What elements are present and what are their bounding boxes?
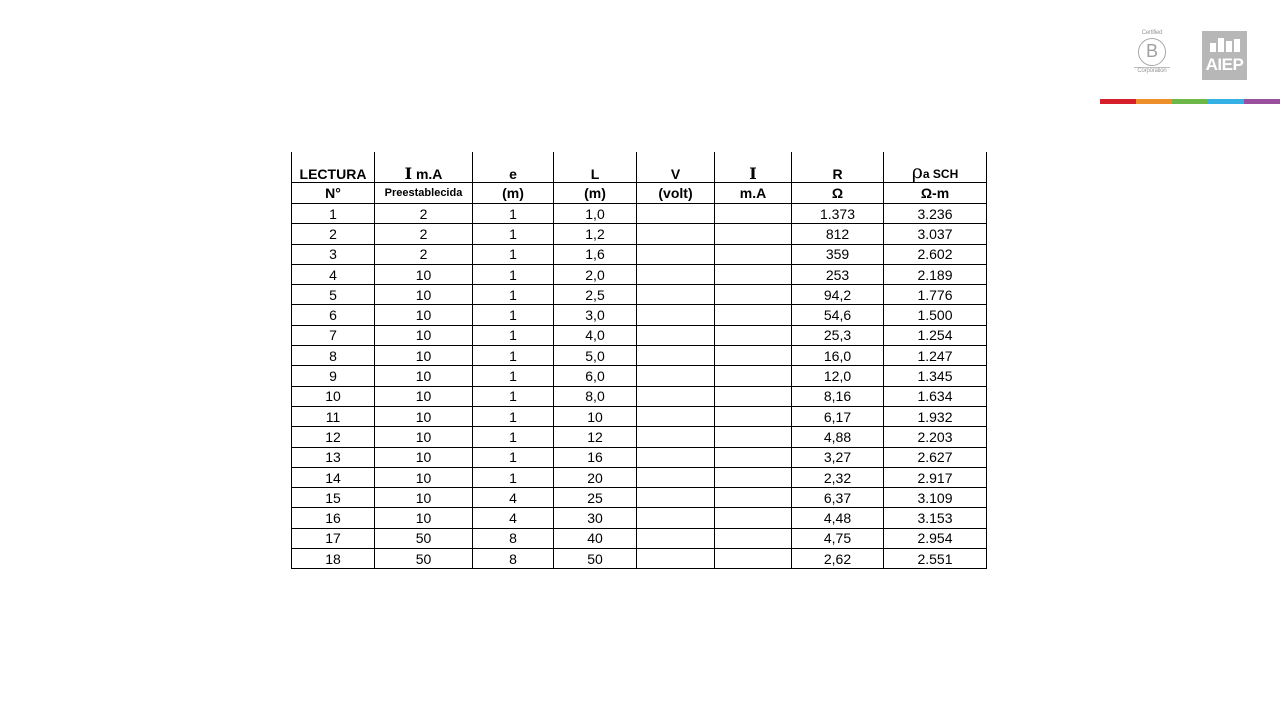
- table-row: [292, 508, 987, 528]
- preset-current-cell: 10: [375, 488, 473, 508]
- voltage-cell: [637, 285, 715, 305]
- resistance-cell: 6,17: [792, 406, 884, 426]
- spacing-e-cell: 1: [473, 224, 554, 244]
- measured-current-cell: [715, 488, 792, 508]
- header-e: e: [473, 152, 554, 183]
- table-row: [292, 406, 987, 426]
- color-strip-segment: [1136, 99, 1172, 104]
- header-row-1: [292, 152, 987, 183]
- apparent-resistivity-cell: 3.037: [884, 224, 987, 244]
- preset-current-cell: 10: [375, 325, 473, 345]
- spacing-e-cell: 1: [473, 325, 554, 345]
- table-row: [292, 325, 987, 345]
- header-v-unit: (volt): [637, 183, 715, 204]
- voltage-cell: [637, 427, 715, 447]
- resistance-cell: 94,2: [792, 285, 884, 305]
- apparent-resistivity-cell: 1.634: [884, 386, 987, 406]
- table-row: [292, 447, 987, 467]
- current-unit: m.A: [415, 166, 443, 182]
- aiep-buildings-icon: [1210, 38, 1240, 52]
- resistance-cell: 2,32: [792, 467, 884, 487]
- distance-l-cell: 5,0: [554, 346, 637, 366]
- reading-number-cell: 4: [292, 264, 375, 284]
- distance-l-cell: 1,6: [554, 244, 637, 264]
- header-row-2: [292, 183, 987, 204]
- preset-current-cell: 10: [375, 366, 473, 386]
- measured-current-cell: [715, 305, 792, 325]
- reading-number-cell: 6: [292, 305, 375, 325]
- rho-subscript: a SCH: [922, 167, 959, 181]
- resistance-cell: 4,48: [792, 508, 884, 528]
- voltage-cell: [637, 508, 715, 528]
- spacing-e-cell: 4: [473, 508, 554, 528]
- table-row: [292, 285, 987, 305]
- current-symbol: I: [404, 164, 413, 183]
- header-r: R: [792, 152, 884, 183]
- preset-current-cell: 10: [375, 447, 473, 467]
- distance-l-cell: 6,0: [554, 366, 637, 386]
- distance-l-cell: 50: [554, 549, 637, 569]
- header-rho-unit: Ω-m: [884, 183, 987, 204]
- preset-current-cell: 10: [375, 305, 473, 325]
- distance-l-cell: 20: [554, 467, 637, 487]
- reading-number-cell: 10: [292, 386, 375, 406]
- voltage-cell: [637, 264, 715, 284]
- measured-current-cell: [715, 285, 792, 305]
- distance-l-cell: 2,0: [554, 264, 637, 284]
- apparent-resistivity-cell: 3.153: [884, 508, 987, 528]
- spacing-e-cell: 1: [473, 285, 554, 305]
- preset-current-cell: 10: [375, 386, 473, 406]
- apparent-resistivity-cell: 1.254: [884, 325, 987, 345]
- color-strip-segment: [1244, 99, 1280, 104]
- measured-current-cell: [715, 549, 792, 569]
- apparent-resistivity-cell: 1.247: [884, 346, 987, 366]
- apparent-resistivity-cell: 2.627: [884, 447, 987, 467]
- reading-number-cell: 2: [292, 224, 375, 244]
- measured-current-cell: [715, 447, 792, 467]
- table-row: [292, 528, 987, 548]
- reading-number-cell: 8: [292, 346, 375, 366]
- apparent-resistivity-cell: 3.109: [884, 488, 987, 508]
- voltage-cell: [637, 305, 715, 325]
- apparent-resistivity-cell: 2.189: [884, 264, 987, 284]
- resistance-cell: 1.373: [792, 204, 884, 224]
- header-rho: [884, 152, 987, 183]
- measured-current-cell: [715, 427, 792, 447]
- header-i-unit: m.A: [715, 183, 792, 204]
- preset-current-cell: 50: [375, 549, 473, 569]
- header-r-unit: Ω: [792, 183, 884, 204]
- reading-number-cell: 14: [292, 467, 375, 487]
- apparent-resistivity-cell: 1.345: [884, 366, 987, 386]
- spacing-e-cell: 1: [473, 467, 554, 487]
- header-l: L: [554, 152, 637, 183]
- resistance-cell: 253: [792, 264, 884, 284]
- apparent-resistivity-cell: 1.932: [884, 406, 987, 426]
- spacing-e-cell: 1: [473, 204, 554, 224]
- measured-current-cell: [715, 386, 792, 406]
- measured-current-cell: [715, 325, 792, 345]
- preset-current-cell: 10: [375, 427, 473, 447]
- table-row: [292, 366, 987, 386]
- voltage-cell: [637, 549, 715, 569]
- distance-l-cell: 1,2: [554, 224, 637, 244]
- readings-table-body: [292, 204, 987, 569]
- b-corp-certified-text: Certified: [1141, 30, 1163, 36]
- aiep-logo-text: AIEP: [1205, 55, 1244, 74]
- preset-current-cell: 2: [375, 204, 473, 224]
- header-l-unit: (m): [554, 183, 637, 204]
- table-row: [292, 488, 987, 508]
- preset-current-cell: 10: [375, 467, 473, 487]
- voltage-cell: [637, 528, 715, 548]
- b-corp-b-icon: B: [1138, 38, 1166, 66]
- header-lectura: LECTURA: [292, 152, 375, 183]
- reading-number-cell: 5: [292, 285, 375, 305]
- apparent-resistivity-cell: 2.551: [884, 549, 987, 569]
- distance-l-cell: 30: [554, 508, 637, 528]
- preset-current-cell: 10: [375, 346, 473, 366]
- preset-current-cell: 50: [375, 528, 473, 548]
- preset-current-cell: 10: [375, 406, 473, 426]
- spacing-e-cell: 1: [473, 406, 554, 426]
- distance-l-cell: 12: [554, 427, 637, 447]
- resistance-cell: 25,3: [792, 325, 884, 345]
- reading-number-cell: 17: [292, 528, 375, 548]
- apparent-resistivity-cell: 2.602: [884, 244, 987, 264]
- apparent-resistivity-cell: 2.203: [884, 427, 987, 447]
- voltage-cell: [637, 224, 715, 244]
- voltage-cell: [637, 204, 715, 224]
- measured-current-cell: [715, 467, 792, 487]
- measured-current-cell: [715, 508, 792, 528]
- spacing-e-cell: 1: [473, 447, 554, 467]
- reading-number-cell: 16: [292, 508, 375, 528]
- measured-current-cell: [715, 244, 792, 264]
- table-row: [292, 224, 987, 244]
- distance-l-cell: 2,5: [554, 285, 637, 305]
- preset-current-cell: 10: [375, 264, 473, 284]
- measured-current-cell: [715, 264, 792, 284]
- spacing-e-cell: 1: [473, 386, 554, 406]
- reading-number-cell: 1: [292, 204, 375, 224]
- reading-number-cell: 12: [292, 427, 375, 447]
- preset-current-cell: 2: [375, 224, 473, 244]
- voltage-cell: [637, 325, 715, 345]
- resistance-cell: 12,0: [792, 366, 884, 386]
- color-strip-segment: [1100, 99, 1136, 104]
- measured-current-cell: [715, 366, 792, 386]
- brand-color-strip: [1100, 99, 1280, 104]
- measured-current-cell: [715, 528, 792, 548]
- voltage-cell: [637, 386, 715, 406]
- header-number: N°: [292, 183, 375, 204]
- resistance-cell: 812: [792, 224, 884, 244]
- table-row: [292, 467, 987, 487]
- reading-number-cell: 7: [292, 325, 375, 345]
- spacing-e-cell: 1: [473, 346, 554, 366]
- rho-symbol: ρ: [911, 161, 923, 183]
- table-row: [292, 264, 987, 284]
- reading-number-cell: 18: [292, 549, 375, 569]
- preset-current-cell: 10: [375, 508, 473, 528]
- readings-table: [291, 152, 987, 569]
- resistance-cell: 2,62: [792, 549, 884, 569]
- apparent-resistivity-cell: 2.954: [884, 528, 987, 548]
- spacing-e-cell: 1: [473, 264, 554, 284]
- header-e-unit: (m): [473, 183, 554, 204]
- spacing-e-cell: 1: [473, 427, 554, 447]
- distance-l-cell: 8,0: [554, 386, 637, 406]
- header-measured-current: [715, 152, 792, 183]
- voltage-cell: [637, 488, 715, 508]
- table-row: [292, 305, 987, 325]
- distance-l-cell: 25: [554, 488, 637, 508]
- color-strip-segment: [1172, 99, 1208, 104]
- color-strip-segment: [1208, 99, 1244, 104]
- spacing-e-cell: 4: [473, 488, 554, 508]
- measured-current-cell: [715, 224, 792, 244]
- distance-l-cell: 40: [554, 528, 637, 548]
- b-corp-logo: [1134, 30, 1170, 80]
- voltage-cell: [637, 244, 715, 264]
- preset-current-cell: 2: [375, 244, 473, 264]
- b-corp-corporation-text: Corporation: [1134, 67, 1170, 75]
- resistance-cell: 359: [792, 244, 884, 264]
- table-row: [292, 427, 987, 447]
- reading-number-cell: 3: [292, 244, 375, 264]
- readings-table-container: [291, 152, 987, 569]
- voltage-cell: [637, 366, 715, 386]
- reading-number-cell: 11: [292, 406, 375, 426]
- spacing-e-cell: 8: [473, 549, 554, 569]
- table-row: [292, 386, 987, 406]
- distance-l-cell: 16: [554, 447, 637, 467]
- table-row: [292, 549, 987, 569]
- resistance-cell: 3,27: [792, 447, 884, 467]
- voltage-cell: [637, 447, 715, 467]
- apparent-resistivity-cell: 2.917: [884, 467, 987, 487]
- header-preestablecida: Preestablecida: [375, 183, 473, 204]
- table-row: [292, 244, 987, 264]
- header-current: [375, 152, 473, 183]
- spacing-e-cell: 1: [473, 366, 554, 386]
- resistance-cell: 4,75: [792, 528, 884, 548]
- apparent-resistivity-cell: 3.236: [884, 204, 987, 224]
- measured-current-symbol: I: [749, 164, 757, 183]
- distance-l-cell: 3,0: [554, 305, 637, 325]
- resistance-cell: 4,88: [792, 427, 884, 447]
- spacing-e-cell: 1: [473, 244, 554, 264]
- measured-current-cell: [715, 346, 792, 366]
- preset-current-cell: 10: [375, 285, 473, 305]
- apparent-resistivity-cell: 1.776: [884, 285, 987, 305]
- resistance-cell: 16,0: [792, 346, 884, 366]
- resistance-cell: 8,16: [792, 386, 884, 406]
- apparent-resistivity-cell: 1.500: [884, 305, 987, 325]
- reading-number-cell: 13: [292, 447, 375, 467]
- header-v: V: [637, 152, 715, 183]
- reading-number-cell: 15: [292, 488, 375, 508]
- voltage-cell: [637, 406, 715, 426]
- voltage-cell: [637, 467, 715, 487]
- resistance-cell: 54,6: [792, 305, 884, 325]
- measured-current-cell: [715, 406, 792, 426]
- spacing-e-cell: 8: [473, 528, 554, 548]
- distance-l-cell: 4,0: [554, 325, 637, 345]
- table-row: [292, 204, 987, 224]
- distance-l-cell: 1,0: [554, 204, 637, 224]
- reading-number-cell: 9: [292, 366, 375, 386]
- aiep-logo: [1202, 31, 1247, 80]
- table-row: [292, 346, 987, 366]
- resistance-cell: 6,37: [792, 488, 884, 508]
- voltage-cell: [637, 346, 715, 366]
- distance-l-cell: 10: [554, 406, 637, 426]
- spacing-e-cell: 1: [473, 305, 554, 325]
- measured-current-cell: [715, 204, 792, 224]
